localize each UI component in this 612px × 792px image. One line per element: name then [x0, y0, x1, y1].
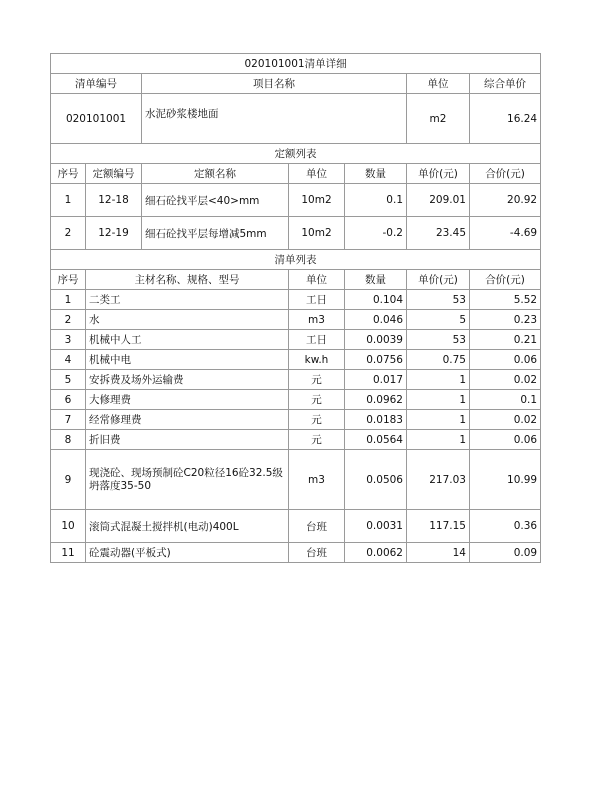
table-row	[51, 370, 541, 390]
detail-table	[50, 53, 541, 563]
cell-no: 7	[51, 410, 86, 430]
cell-total: 0.02	[470, 370, 541, 390]
cell-price: 23.45	[407, 217, 470, 250]
cell-name: 机械中人工	[86, 330, 289, 350]
cell-name: 细石砼找平层<40>mm	[142, 184, 289, 217]
cell-no: 1	[51, 184, 86, 217]
cell-unit: 元	[289, 410, 345, 430]
cell-qty: -0.2	[345, 217, 407, 250]
cell-qty: 0.0062	[345, 543, 407, 563]
cell-name: 砼震动器(平板式)	[86, 543, 289, 563]
cell-unit: kw.h	[289, 350, 345, 370]
quota-section-title: 定额列表	[51, 144, 541, 164]
quota-header-row	[51, 164, 541, 184]
cell-code: 12-19	[86, 217, 142, 250]
mat-col-price: 单价(元)	[407, 270, 470, 290]
materials-header-row	[51, 270, 541, 290]
cell-unit: 台班	[289, 543, 345, 563]
cell-price: 1	[407, 430, 470, 450]
cell-price: 53	[407, 330, 470, 350]
table-row	[51, 410, 541, 430]
cell-price: 117.15	[407, 510, 470, 543]
cell-unit: m3	[289, 450, 345, 510]
cell-no: 2	[51, 217, 86, 250]
cell-qty: 0.017	[345, 370, 407, 390]
table-row	[51, 330, 541, 350]
cell-total: 20.92	[470, 184, 541, 217]
header-price: 综合单价	[470, 74, 541, 94]
cell-qty: 0.0039	[345, 330, 407, 350]
cell-no: 11	[51, 543, 86, 563]
table-row	[51, 543, 541, 563]
cell-qty: 0.0506	[345, 450, 407, 510]
table-row	[51, 510, 541, 543]
cell-total: -4.69	[470, 217, 541, 250]
quota-col-qty: 数量	[345, 164, 407, 184]
cell-no: 3	[51, 330, 86, 350]
cell-no: 4	[51, 350, 86, 370]
quota-col-name: 定额名称	[142, 164, 289, 184]
table-row	[51, 217, 541, 250]
quota-col-code: 定额编号	[86, 164, 142, 184]
header-name: 项目名称	[142, 74, 407, 94]
cell-total: 5.52	[470, 290, 541, 310]
item-code: 020101001	[51, 94, 142, 144]
cell-name: 经常修理费	[86, 410, 289, 430]
cell-no: 5	[51, 370, 86, 390]
cell-name: 现浇砼、现场预制砼C20粒径16砼32.5级坍落度35-50	[86, 450, 289, 510]
table-row	[51, 450, 541, 510]
cell-qty: 0.0756	[345, 350, 407, 370]
item-price: 16.24	[470, 94, 541, 144]
cell-total: 0.21	[470, 330, 541, 350]
cell-unit: 元	[289, 390, 345, 410]
cell-no: 10	[51, 510, 86, 543]
cell-price: 5	[407, 310, 470, 330]
cell-total: 0.1	[470, 390, 541, 410]
table-row	[51, 310, 541, 330]
quota-col-price: 单价(元)	[407, 164, 470, 184]
cell-qty: 0.0031	[345, 510, 407, 543]
cell-price: 1	[407, 410, 470, 430]
cell-qty: 0.1	[345, 184, 407, 217]
cell-name: 水	[86, 310, 289, 330]
table-row	[51, 390, 541, 410]
cell-qty: 0.046	[345, 310, 407, 330]
cell-name: 细石砼找平层每增减5mm	[142, 217, 289, 250]
cell-name: 二类工	[86, 290, 289, 310]
cell-name: 折旧费	[86, 430, 289, 450]
cell-no: 9	[51, 450, 86, 510]
cell-total: 0.23	[470, 310, 541, 330]
cell-no: 2	[51, 310, 86, 330]
mat-col-unit: 单位	[289, 270, 345, 290]
quota-col-no: 序号	[51, 164, 86, 184]
cell-unit: m3	[289, 310, 345, 330]
cell-total: 0.02	[470, 410, 541, 430]
cell-unit: 10m2	[289, 217, 345, 250]
cell-name: 机械中电	[86, 350, 289, 370]
cell-total: 0.36	[470, 510, 541, 543]
cell-qty: 0.0564	[345, 430, 407, 450]
header-code: 清单编号	[51, 74, 142, 94]
cell-no: 8	[51, 430, 86, 450]
table-row	[51, 184, 541, 217]
cell-qty: 0.0183	[345, 410, 407, 430]
cell-unit: 元	[289, 370, 345, 390]
quota-col-unit: 单位	[289, 164, 345, 184]
cell-unit: 10m2	[289, 184, 345, 217]
table-row	[51, 350, 541, 370]
item-name: 水泥砂浆楼地面	[142, 94, 407, 144]
cell-no: 1	[51, 290, 86, 310]
cell-total: 10.99	[470, 450, 541, 510]
mat-col-name: 主材名称、规格、型号	[86, 270, 289, 290]
cell-qty: 0.104	[345, 290, 407, 310]
cell-price: 14	[407, 543, 470, 563]
cell-qty: 0.0962	[345, 390, 407, 410]
cell-no: 6	[51, 390, 86, 410]
materials-section-title: 清单列表	[51, 250, 541, 270]
table-row	[51, 290, 541, 310]
cell-name: 大修理费	[86, 390, 289, 410]
cell-unit: 元	[289, 430, 345, 450]
cell-price: 1	[407, 390, 470, 410]
quota-col-total: 合价(元)	[470, 164, 541, 184]
cell-name: 安拆费及场外运输费	[86, 370, 289, 390]
mat-col-no: 序号	[51, 270, 86, 290]
cell-code: 12-18	[86, 184, 142, 217]
cell-unit: 工日	[289, 290, 345, 310]
cell-price: 209.01	[407, 184, 470, 217]
cell-price: 217.03	[407, 450, 470, 510]
header-unit: 单位	[407, 74, 470, 94]
cell-unit: 工日	[289, 330, 345, 350]
cell-total: 0.06	[470, 430, 541, 450]
cell-name: 滚筒式混凝土搅拌机(电动)400L	[86, 510, 289, 543]
mat-col-total: 合价(元)	[470, 270, 541, 290]
mat-col-qty: 数量	[345, 270, 407, 290]
cell-price: 0.75	[407, 350, 470, 370]
cell-price: 1	[407, 370, 470, 390]
cell-total: 0.06	[470, 350, 541, 370]
table-row	[51, 430, 541, 450]
cell-unit: 台班	[289, 510, 345, 543]
page-title: 020101001清单详细	[51, 54, 541, 74]
item-unit: m2	[407, 94, 470, 144]
cell-price: 53	[407, 290, 470, 310]
cell-total: 0.09	[470, 543, 541, 563]
